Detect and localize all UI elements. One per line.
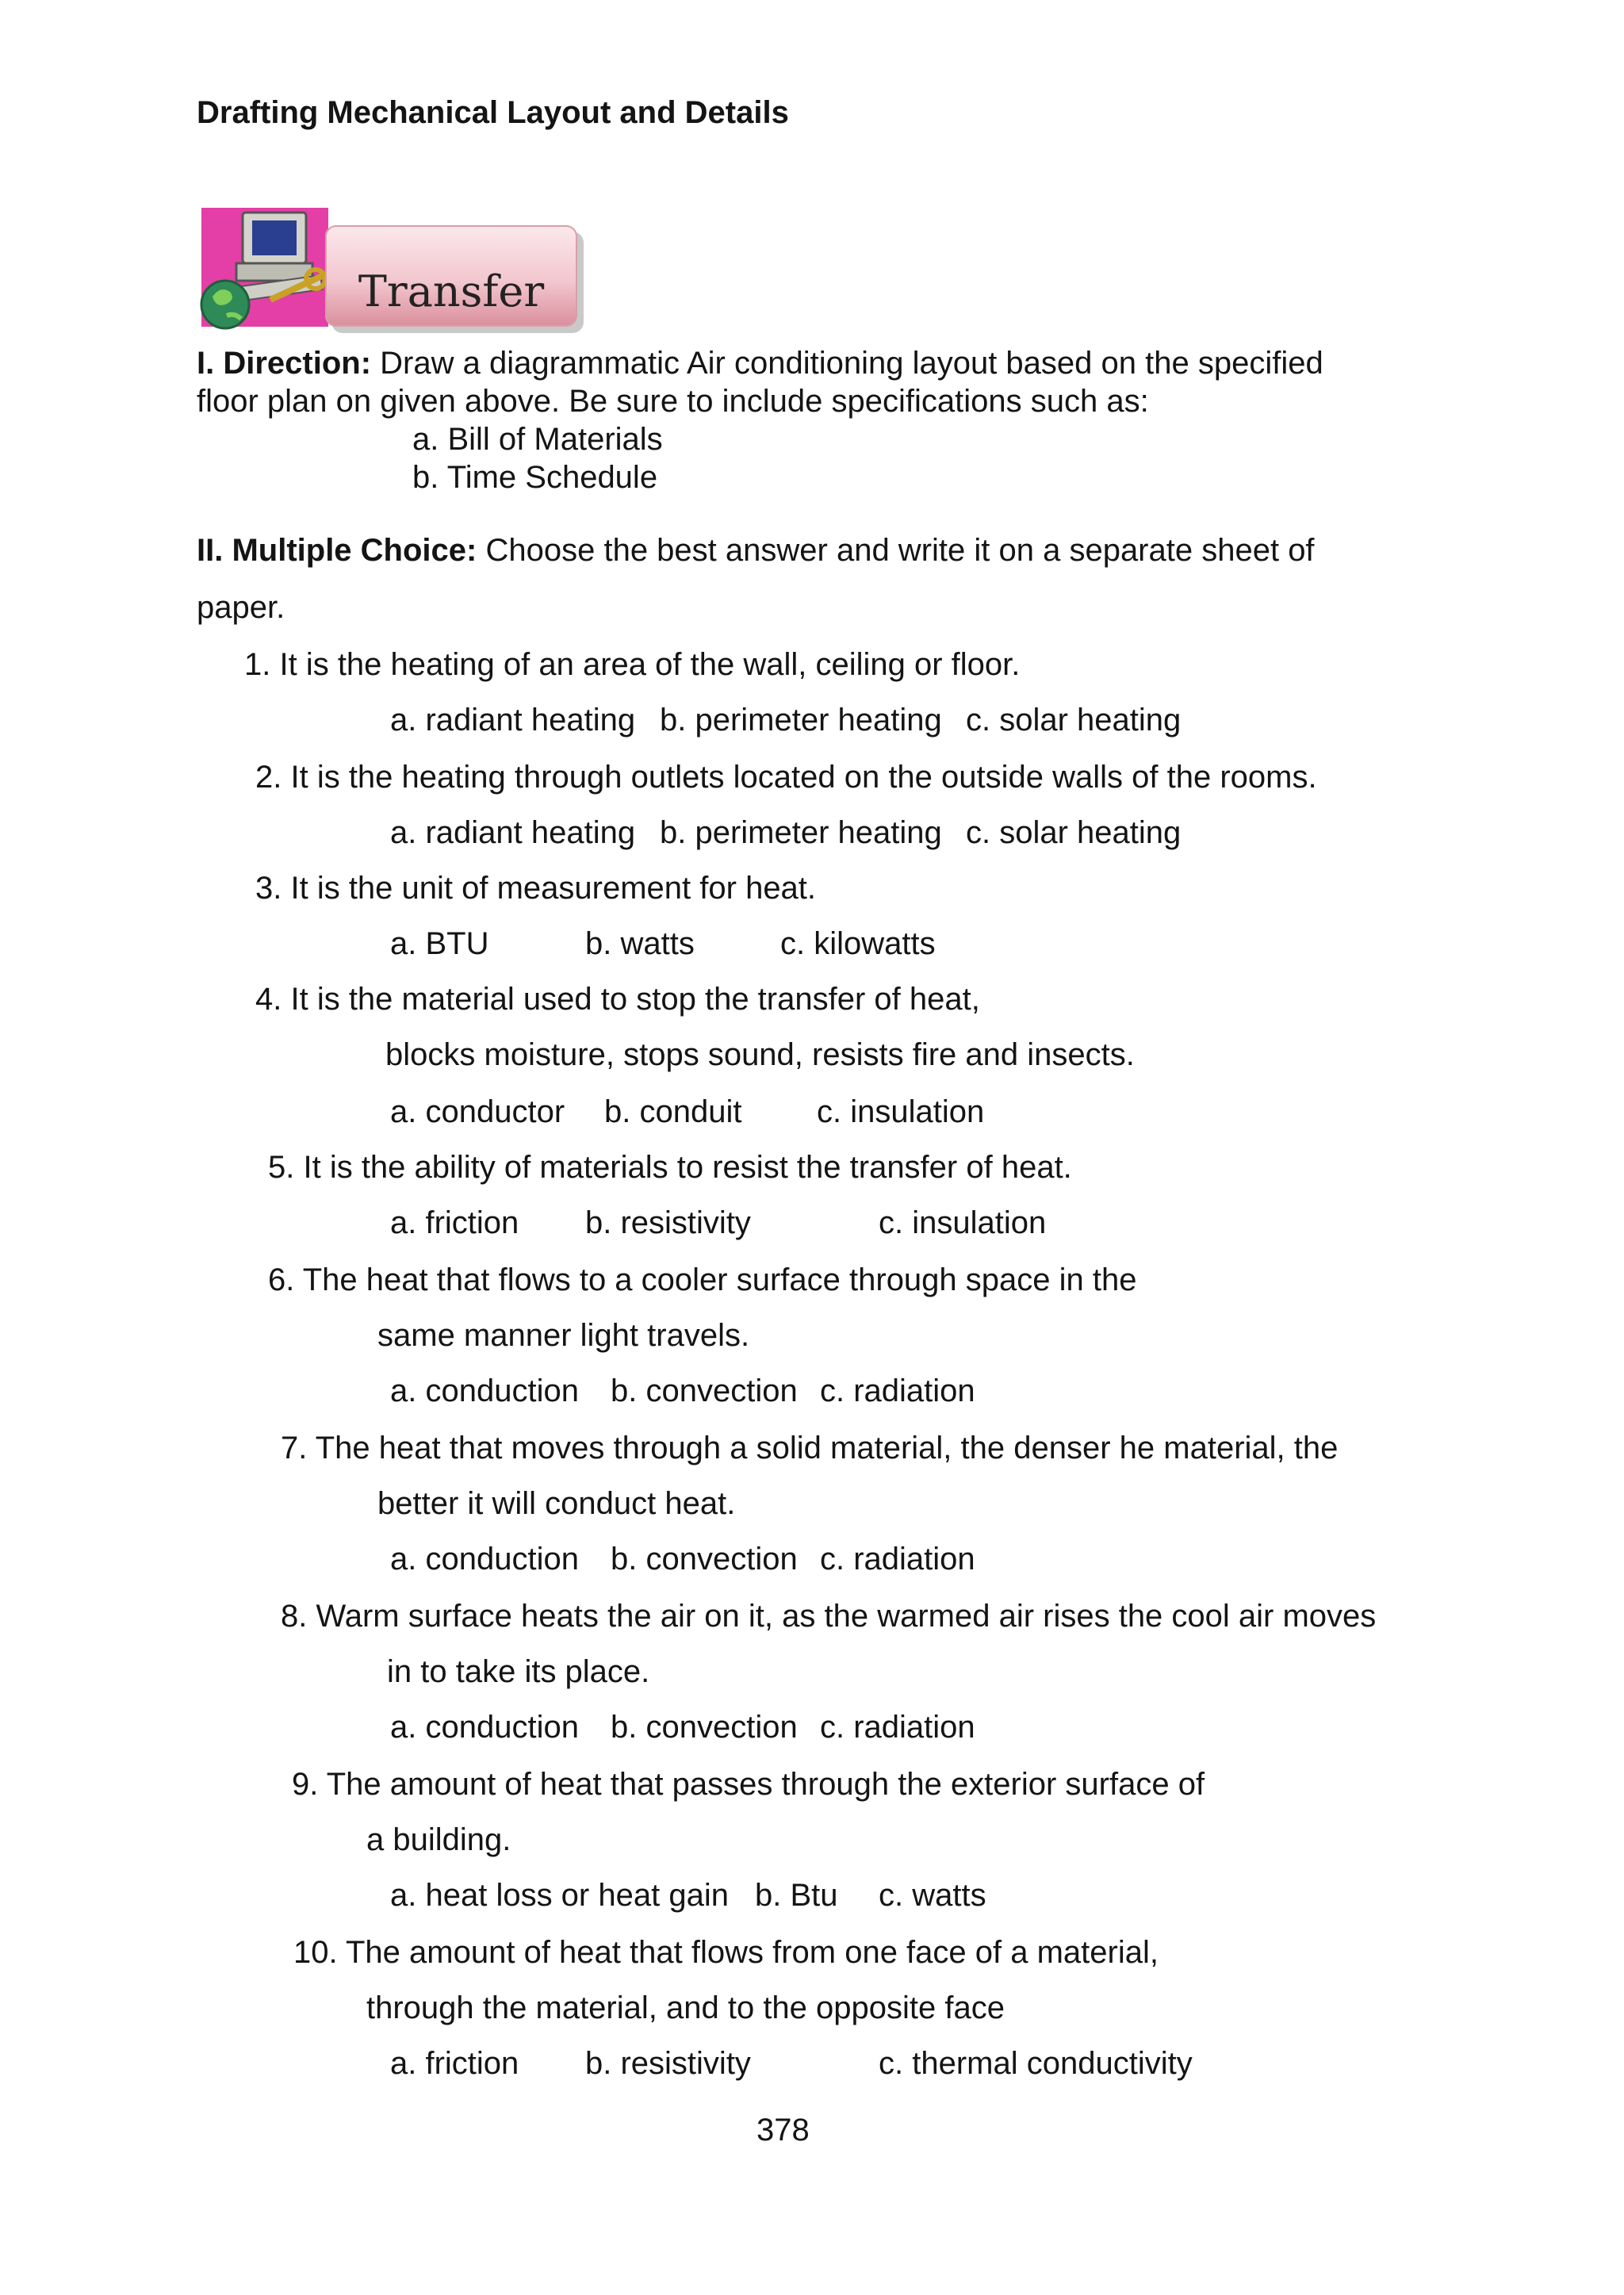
q9-choice-b: b. Btu: [755, 1878, 838, 1913]
page-header: Drafting Mechanical Layout and Details: [197, 95, 789, 130]
banner-title: Transfer: [358, 266, 545, 316]
question-5: 5. It is the ability of materials to resist the transfer of heat.: [268, 1150, 1072, 1185]
q6-choice-c: c. radiation: [820, 1374, 975, 1408]
q4-choice-b: b. conduit: [604, 1094, 742, 1129]
question-6-cont: same manner light travels.: [377, 1318, 750, 1353]
question-4-cont: blocks moisture, stops sound, resists fire and insects.: [385, 1037, 1135, 1072]
q10-choice-c: c. thermal conductivity: [879, 2046, 1193, 2081]
q7-choice-a: a. conduction: [390, 1542, 579, 1577]
question-3: 3. It is the unit of measurement for heat.: [255, 871, 817, 906]
q7-choice-c: c. radiation: [820, 1542, 975, 1577]
direction-lead: I. Direction:: [197, 346, 372, 381]
banner-label-box: [325, 225, 577, 327]
q9-choice-a: a. heat loss or heat gain: [390, 1878, 729, 1913]
question-10: 10. The amount of heat that flows from one face of a material,: [293, 1935, 1159, 1970]
q7-choice-b: b. convection: [611, 1542, 798, 1577]
direction-item-b: b. Time Schedule: [412, 460, 658, 495]
q8-choice-a: a. conduction: [390, 1710, 579, 1745]
q2-choice-c: c. solar heating: [966, 815, 1182, 850]
q4-choice-c: c. insulation: [817, 1094, 985, 1129]
q8-choice-b: b. convection: [611, 1710, 798, 1745]
question-4: 4. It is the material used to stop the transfer of heat,: [255, 982, 980, 1017]
mc-text-1: Choose the best answer and write it on a separate sheet of: [485, 533, 1315, 568]
q2-choice-b: b. perimeter heating: [660, 815, 942, 850]
direction-line-2: floor plan on given above. Be sure to include specifications such as:: [197, 384, 1149, 419]
question-10-cont: through the material, and to the opposite face: [366, 1990, 1005, 2025]
question-7-cont: better it will conduct heat.: [377, 1486, 736, 1521]
q6-choice-a: a. conduction: [390, 1374, 579, 1408]
mc-line-1: [197, 533, 1315, 569]
q6-choice-b: b. convection: [611, 1374, 798, 1408]
question-8-cont: in to take its place.: [387, 1654, 650, 1689]
question-8: 8. Warm surface heats the air on it, as the warmed air rises the cool air moves: [281, 1599, 1377, 1634]
q2-choice-a: a. radiant heating: [390, 815, 636, 850]
q5-choice-b: b. resistivity: [585, 1205, 751, 1240]
q3-choice-c: c. kilowatts: [780, 926, 936, 961]
section-banner: [195, 205, 599, 335]
q1-choice-a: a. radiant heating: [390, 703, 636, 738]
direction-line-1: [197, 346, 1323, 381]
mc-lead: II. Multiple Choice:: [197, 533, 477, 568]
mc-line-2: paper.: [197, 590, 285, 625]
computer-globe-key-icon: [195, 205, 338, 335]
q5-choice-c: c. insulation: [879, 1205, 1047, 1240]
question-9-cont: a building.: [366, 1822, 511, 1857]
q4-choice-a: a. conductor: [390, 1094, 565, 1129]
q10-choice-a: a. friction: [390, 2046, 519, 2081]
q10-choice-b: b. resistivity: [585, 2046, 751, 2081]
q3-choice-b: b. watts: [585, 926, 695, 961]
question-1: 1. It is the heating of an area of the wall, ceiling or floor.: [244, 647, 1021, 682]
q1-choice-b: b. perimeter heating: [660, 703, 942, 738]
q8-choice-c: c. radiation: [820, 1710, 975, 1745]
page-number: 378: [756, 2113, 810, 2147]
question-6: 6. The heat that flows to a cooler surface through space in the: [268, 1262, 1137, 1297]
direction-item-a: a. Bill of Materials: [412, 422, 663, 457]
question-2: 2. It is the heating through outlets located on the outside walls of the rooms.: [255, 760, 1317, 795]
q1-choice-c: c. solar heating: [966, 703, 1182, 738]
direction-text-1: Draw a diagrammatic Air conditioning layout based on the specified: [380, 346, 1323, 381]
question-9: 9. The amount of heat that passes through the exterior surface of: [292, 1767, 1205, 1802]
q3-choice-a: a. BTU: [390, 926, 489, 961]
q9-choice-c: c. watts: [879, 1878, 986, 1913]
q5-choice-a: a. friction: [390, 1205, 519, 1240]
question-7: 7. The heat that moves through a solid material, the denser he material, the: [281, 1431, 1339, 1466]
